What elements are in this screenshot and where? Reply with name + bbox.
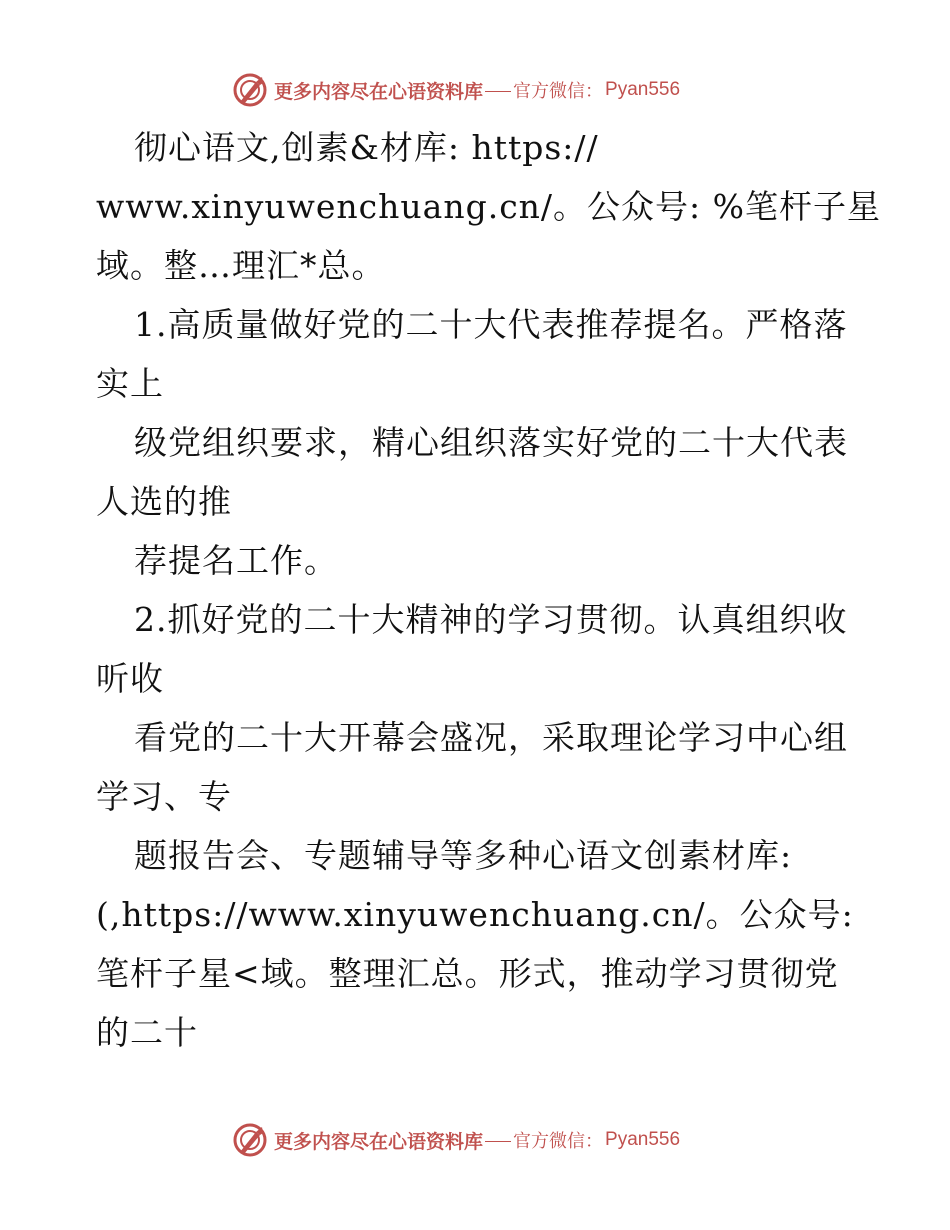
body-line: 实上: [96, 364, 164, 403]
body-line: 彻心语文,创素&材库: https://: [134, 128, 599, 167]
banner-dash: [485, 1141, 511, 1142]
pen-logo-icon: [232, 72, 268, 108]
banner-main-text: 更多内容尽在心语资料库: [274, 80, 484, 103]
body-line: 题报告会、专题辅导等多种心语文创素材库:: [134, 836, 793, 875]
banner-sub-text: 官方微信：: [513, 81, 604, 102]
pen-logo-icon: [232, 1122, 268, 1158]
banner-account-id: Pyan556: [605, 79, 681, 100]
body-line: (,https://www.xinyuwenchuang.cn/。公众号:: [96, 895, 854, 934]
body-line: 看党的二十大开幕会盛况，采取理论学习中心组: [134, 718, 848, 757]
body-line: 级党组织要求，精心组织落实好党的二十大代表: [134, 423, 848, 462]
footer-banner: [232, 1120, 712, 1160]
body-line: 2.抓好党的二十大精神的学习贯彻。认真组织收: [134, 600, 848, 639]
body-line: 学习、专: [96, 777, 232, 816]
body-line: 听收: [96, 659, 164, 698]
banner-main-text: 更多内容尽在心语资料库: [274, 1130, 484, 1153]
document-body: [96, 118, 882, 1062]
body-line: 1.高质量做好党的二十大代表推荐提名。严格落: [134, 305, 848, 344]
body-line: 荐提名工作。: [134, 541, 338, 580]
body-line: 域。整…理汇*总。: [96, 246, 386, 285]
banner-dash: [485, 91, 511, 92]
body-line: 人选的推: [96, 482, 232, 521]
banner-sub-text: 官方微信：: [513, 1131, 604, 1152]
body-line: 笔杆子星<域。整理汇总。形式，推动学习贯彻党: [96, 954, 839, 993]
body-line: www.xinyuwenchuang.cn/。公众号: %笔杆子星: [96, 187, 882, 226]
body-line: 的二十: [96, 1013, 198, 1052]
header-banner: [232, 70, 712, 110]
banner-account-id: Pyan556: [605, 1129, 681, 1150]
